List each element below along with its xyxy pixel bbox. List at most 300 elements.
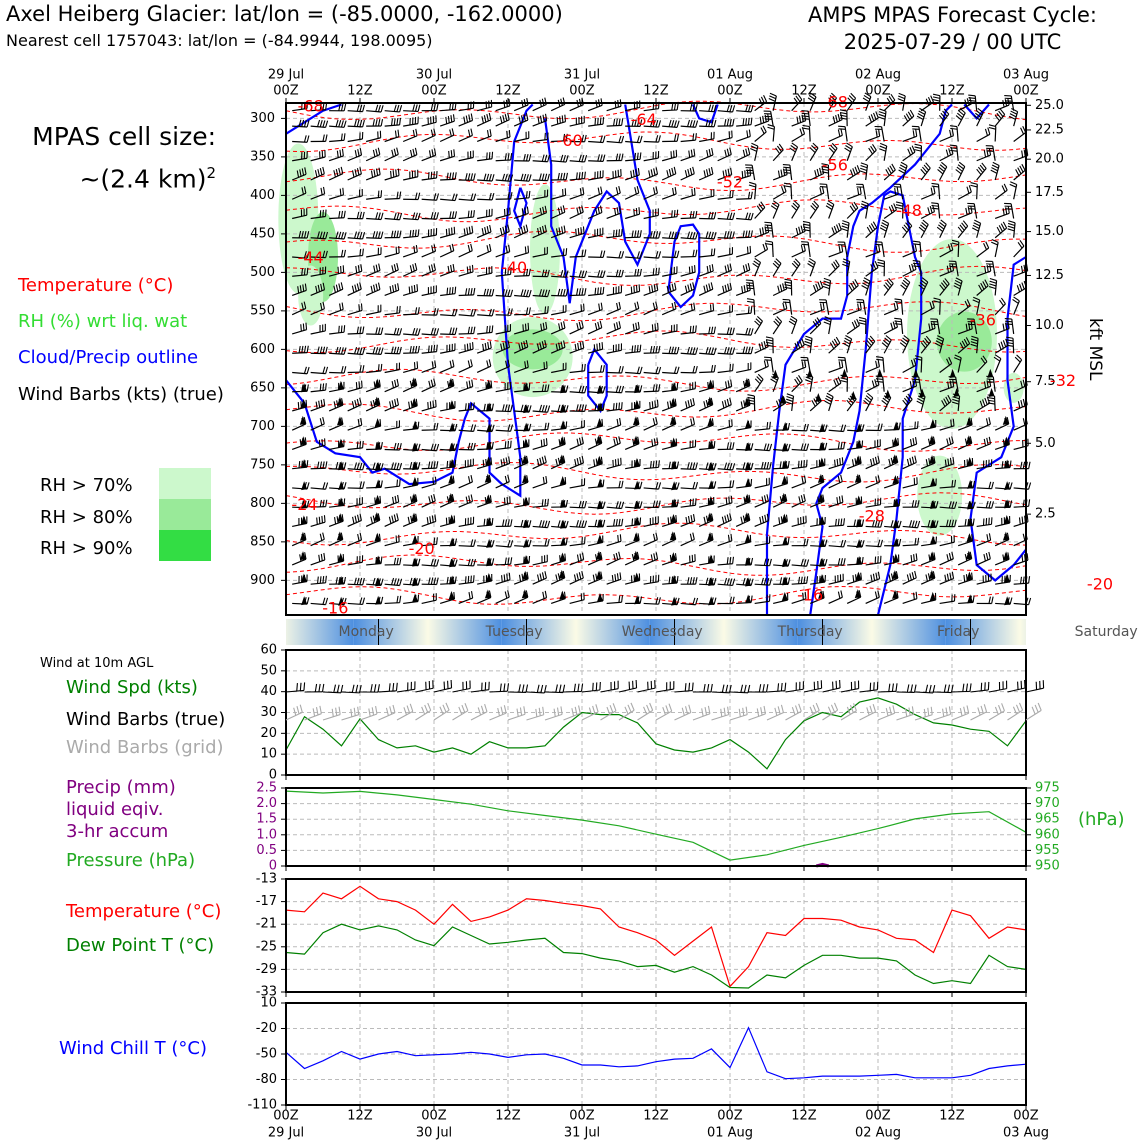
wind-barb-feather — [899, 423, 900, 430]
wind-barb — [403, 170, 418, 180]
wind-barb-feather — [743, 347, 745, 354]
wind-barb-feather — [786, 399, 793, 401]
wind-barb-feather — [511, 540, 513, 547]
wind-barb-feather — [638, 168, 639, 175]
wind-barb-feather — [674, 210, 675, 217]
wind-barb-feather — [400, 118, 401, 125]
wind-barb-feather — [820, 187, 822, 194]
wind-barb-feather — [521, 227, 523, 234]
wind-barb-feather — [540, 520, 542, 527]
wind-barb-feather — [603, 520, 605, 527]
wind-barb-feather — [672, 120, 674, 127]
wind-barb — [903, 129, 917, 141]
wind-barb-feather — [999, 225, 1002, 231]
wind-barb — [588, 519, 605, 528]
wind-barb-feather — [451, 115, 452, 122]
wind-barb-feather — [594, 459, 595, 466]
wind-barb — [718, 283, 732, 296]
wind-barb — [570, 364, 586, 373]
wind-barb-feather — [304, 268, 305, 275]
wind-barb-feather — [931, 96, 934, 102]
wind-barb-feather — [418, 346, 419, 353]
wind-barb-feather — [576, 229, 577, 236]
wind-barb — [931, 203, 939, 219]
wind-barb — [570, 520, 587, 527]
wind-barb — [514, 497, 529, 508]
wind-barb-feather — [746, 118, 747, 125]
wind-barb — [841, 221, 849, 238]
wind-barb-feather — [746, 347, 748, 354]
wind-barb-feather — [747, 285, 754, 286]
wind-barb — [921, 163, 930, 180]
wind-barb — [847, 455, 861, 468]
wind-barb-feather — [326, 121, 328, 128]
wind-barb — [699, 365, 715, 372]
wind-barb — [514, 174, 531, 181]
wind-barb — [477, 341, 491, 353]
wind-barb-feather — [323, 135, 324, 142]
wind-barb-feather — [862, 286, 868, 289]
wind-barb — [736, 420, 751, 431]
wind-barb-feather — [558, 173, 559, 180]
wind-barb-feather — [733, 119, 734, 126]
wind-barb — [459, 517, 474, 527]
wind-barb-feather — [326, 483, 328, 490]
wind-barb — [773, 144, 783, 161]
wind-barb-feather — [487, 152, 488, 159]
wind-barb-feather — [879, 112, 886, 114]
wind-barb — [958, 435, 972, 449]
wind-barb — [681, 265, 695, 276]
wind-barb — [385, 347, 402, 354]
wind-barb — [718, 463, 735, 470]
wind-barb — [662, 347, 679, 354]
rh-legend-70: RH > 70% — [40, 475, 133, 496]
wind-barb — [866, 424, 883, 431]
wind-barb-feather — [801, 443, 803, 450]
wind-barb-feather — [487, 174, 489, 181]
wind-barb-feather — [410, 150, 411, 157]
wind-barb — [570, 98, 584, 111]
wind-barb-feather — [749, 130, 750, 137]
wind-barb-feather — [989, 501, 991, 508]
wind-barb-feather — [464, 117, 465, 124]
wind-barb — [995, 515, 1010, 526]
wind-barb — [866, 378, 879, 392]
wind-barb-feather — [770, 93, 776, 96]
wind-barb-feather — [639, 207, 640, 214]
wind-barb — [366, 397, 380, 411]
wind-barb-feather — [466, 288, 467, 295]
wind-barb-feather — [389, 517, 391, 524]
wind-barb-feather — [360, 167, 361, 174]
wind-barb — [385, 379, 399, 392]
wind-barb-feather — [1005, 324, 1012, 325]
wind-barb — [681, 440, 696, 450]
wind-barb — [385, 328, 402, 335]
wind-barb-feather — [824, 322, 831, 325]
wind-barb — [994, 355, 1001, 373]
wind-barb-feather — [654, 187, 655, 194]
wind-barb-feather — [988, 398, 995, 399]
wind-barb — [937, 220, 946, 238]
wind-barb — [329, 497, 344, 507]
wind-barb-feather — [733, 463, 735, 470]
wind-barb — [366, 131, 381, 142]
wind-barb-feather — [392, 231, 393, 238]
wind-barb — [681, 188, 695, 199]
wind-barb — [681, 232, 698, 239]
wind-barb-feather — [835, 460, 836, 467]
wind-barb — [625, 516, 640, 526]
wind-barb-feather — [765, 515, 766, 522]
wind-barb-feather — [429, 266, 430, 273]
wind-barb-feather — [378, 283, 379, 290]
wind-barb-feather — [306, 323, 307, 330]
wind-barb-feather — [850, 170, 853, 177]
wind-barb-feather — [839, 246, 840, 253]
wind-barb-feather — [915, 244, 916, 251]
wind-barb — [551, 98, 565, 111]
wind-barb — [459, 244, 473, 257]
wind-barb-feather — [427, 517, 428, 524]
wind-barb — [792, 259, 800, 276]
wind-barb — [991, 162, 999, 180]
wind-barb-feather — [371, 401, 373, 408]
wind-barb-feather — [786, 168, 787, 175]
wind-barb-feather — [619, 386, 621, 393]
wind-barb — [551, 420, 566, 430]
wind-barb-feather — [778, 286, 780, 293]
wind-barb-feather — [323, 533, 325, 540]
wind-barb — [644, 302, 658, 315]
wind-barb-feather — [482, 116, 484, 123]
wind-barb — [551, 476, 565, 488]
wind-barb-feather — [336, 120, 338, 127]
wind-barb-feather — [360, 365, 361, 372]
wind-barb — [403, 104, 420, 111]
wind-barb-feather — [672, 284, 673, 291]
wind-barb-feather — [693, 133, 694, 140]
wind-barb-feather — [637, 302, 639, 309]
wind-barb-feather — [580, 457, 581, 464]
wind-barb-feather — [490, 225, 491, 232]
wind-barb-feather — [434, 345, 435, 352]
wind-barb-feather — [788, 461, 789, 468]
wind-barb-feather — [397, 463, 399, 470]
wind-barb — [880, 220, 889, 238]
wind-barb-feather — [727, 463, 729, 470]
wind-barb-feather — [690, 232, 692, 239]
wind-barb-feather — [529, 540, 531, 547]
wind-barb-feather — [807, 424, 809, 431]
wind-barb-feather — [1010, 461, 1011, 468]
wind-barb-feather — [603, 136, 605, 143]
wind-barb-feather — [946, 150, 948, 157]
wind-barb-feather — [727, 347, 729, 354]
wind-barb — [570, 155, 587, 162]
wind-barb — [773, 460, 789, 469]
wind-barb-feather — [677, 121, 679, 128]
wind-barb — [607, 99, 621, 110]
wind-barb-feather — [907, 459, 909, 466]
wind-barb-feather — [637, 136, 639, 143]
wind-barb-feather — [335, 517, 336, 524]
wind-barb-feather — [434, 263, 435, 270]
wind-barb-feather — [910, 520, 912, 527]
wind-barb — [755, 443, 772, 450]
wind-barb-feather — [748, 118, 749, 125]
wind-barb — [877, 260, 884, 277]
wind-barb-feather — [357, 327, 358, 334]
wind-barb-feather — [398, 130, 399, 137]
wind-barb — [699, 462, 716, 471]
wind-barb-feather — [788, 423, 789, 430]
wind-barb-feather — [727, 212, 729, 219]
wind-barb-feather — [733, 364, 734, 371]
wind-barb-feather — [580, 188, 581, 195]
wind-barb-feather — [953, 419, 954, 426]
wind-barb-feather — [622, 136, 624, 143]
wind-barb-feather — [674, 251, 676, 258]
wind-barb — [810, 442, 827, 451]
wind-barb-feather — [326, 383, 327, 390]
wind-barb-feather — [968, 207, 969, 214]
wind-barb-feather — [303, 323, 304, 330]
wind-barb — [329, 211, 345, 219]
wind-barb-feather — [301, 324, 302, 331]
wind-barb-pennant — [597, 479, 603, 488]
wind-barb-feather — [779, 517, 780, 524]
wind-barb-feather — [450, 211, 451, 218]
wind-barb — [533, 155, 550, 162]
wind-barb-feather — [558, 520, 560, 527]
wind-barb-feather — [844, 518, 845, 525]
wind-barb-feather — [334, 170, 336, 177]
wind-barb-feather — [674, 367, 676, 374]
wind-barb-feather — [622, 251, 624, 258]
wind-barb-feather — [320, 168, 322, 175]
wind-barb — [882, 336, 891, 354]
wind-barb-feather — [334, 286, 336, 293]
wind-barb-feather — [584, 304, 585, 311]
wind-barb-feather — [548, 306, 549, 313]
wind-barb — [440, 114, 454, 126]
wind-barb-feather — [862, 283, 868, 286]
wind-barb-feather — [711, 282, 713, 289]
wind-barb-feather — [505, 174, 507, 181]
wind-barb-feather — [912, 146, 915, 152]
wind-barb-feather — [342, 149, 343, 156]
wind-barb-feather — [326, 367, 328, 374]
wind-barb-feather — [1008, 206, 1009, 213]
wind-barb-feather — [764, 495, 765, 502]
wind-barb-feather — [649, 170, 650, 177]
wind-barb-feather — [653, 268, 654, 275]
wind-barb-feather — [344, 366, 346, 373]
wind-barb — [847, 279, 858, 295]
wind-barb-feather — [804, 460, 805, 467]
wind-barb-feather — [397, 398, 398, 405]
wind-barb-feather — [505, 405, 507, 412]
wind-barb-feather — [725, 231, 727, 238]
wind-barb — [792, 494, 806, 507]
wind-barb-feather — [540, 174, 542, 181]
wind-barb — [329, 481, 346, 490]
wind-barb-feather — [558, 289, 560, 296]
wind-barb-feather — [688, 120, 690, 127]
wind-barb-feather — [560, 116, 561, 123]
wind-barb-feather — [845, 336, 851, 339]
wind-barb-feather — [434, 171, 435, 178]
wind-barb — [311, 120, 328, 127]
wind-barb-feather — [542, 457, 544, 464]
wind-barb-feather — [580, 438, 581, 445]
legend-rh: RH (%) wrt liq. wat — [18, 311, 188, 332]
wind-barb-feather — [747, 288, 754, 289]
wind-barb-feather — [566, 248, 567, 255]
wind-barb-feather — [511, 441, 512, 448]
wind-barb-feather — [725, 463, 727, 470]
wind-barb-feather — [1023, 462, 1024, 469]
wind-barb-feather — [506, 457, 507, 464]
wind-barb-feather — [659, 268, 660, 275]
wind-barb — [662, 167, 676, 180]
wind-barb-pennant — [560, 420, 566, 429]
wind-barb — [329, 381, 344, 392]
wind-barb-feather — [826, 396, 832, 399]
wind-barb-feather — [727, 442, 728, 449]
wind-barb — [366, 119, 382, 126]
wind-barb-feather — [820, 281, 823, 288]
wind-barb — [292, 481, 309, 490]
wind-barb-pennant — [412, 477, 418, 486]
wind-barb-feather — [969, 100, 976, 101]
wind-barb-feather — [414, 362, 415, 369]
wind-barb-feather — [437, 423, 438, 430]
wind-barb-feather — [1020, 166, 1023, 172]
wind-barb — [884, 520, 901, 529]
wind-barb — [699, 379, 713, 391]
wind-barb-feather — [840, 118, 847, 119]
wind-barb-feather — [767, 127, 774, 129]
wind-barb-feather — [1011, 111, 1017, 114]
cloud-outline — [588, 349, 607, 411]
wind-barb — [921, 435, 935, 449]
wind-barb-feather — [693, 120, 695, 127]
wind-barb-feather — [1023, 399, 1025, 406]
wind-barb-feather — [842, 226, 849, 228]
wind-barb-feather — [706, 347, 708, 354]
wind-barb-feather — [769, 96, 775, 99]
wind-barb — [847, 165, 860, 180]
wind-barb-feather — [860, 187, 861, 194]
wind-barb-feather — [813, 285, 816, 292]
wind-barb — [366, 327, 383, 334]
wind-barb-feather — [784, 173, 791, 174]
wind-barb — [829, 442, 845, 450]
wind-barb-feather — [326, 461, 327, 468]
wind-barb-feather — [745, 170, 746, 177]
wind-barb — [847, 187, 861, 199]
wind-barb-feather — [400, 231, 401, 238]
wind-barb — [588, 270, 605, 277]
wind-barb — [477, 209, 492, 219]
wind-barb-feather — [913, 438, 914, 445]
wind-barb-feather — [802, 113, 809, 114]
wind-barb-feather — [876, 381, 883, 382]
wind-barb-feather — [603, 271, 605, 278]
wind-barb-feather — [728, 380, 729, 387]
windchill-title: Wind Chill T (°C) — [59, 1038, 207, 1059]
wind-barb-feather — [452, 128, 454, 135]
wind-barb-feather — [582, 321, 584, 328]
wind-barb-feather — [640, 482, 642, 489]
wind-barb — [588, 98, 602, 110]
wind-barb — [422, 328, 439, 335]
wind-barb-feather — [304, 346, 305, 353]
wind-barb — [995, 222, 1006, 238]
wind-barb-feather — [585, 135, 587, 142]
wind-barb-feather — [743, 462, 745, 469]
wind-barb-feather — [714, 481, 716, 488]
wind-barb-feather — [622, 366, 624, 373]
wind-barb-feather — [802, 361, 803, 368]
wind-barb — [773, 302, 787, 315]
wind-barb — [995, 416, 1009, 430]
wind-barb — [991, 240, 998, 257]
wind-barb-feather — [394, 213, 396, 220]
wind-barb-feather — [653, 231, 655, 238]
wind-barb-feather — [696, 348, 698, 355]
wind-barb-feather — [839, 223, 842, 230]
wind-barb-feather — [341, 232, 343, 239]
wind-barb-feather — [966, 208, 967, 215]
wind-barb — [773, 259, 781, 277]
wind-barb-feather — [997, 227, 1000, 233]
wind-barb-feather — [429, 346, 430, 353]
wind-barb-feather — [453, 114, 454, 121]
wind-barb — [477, 152, 492, 161]
wind-barb-feather — [658, 323, 659, 330]
wind-barb-feather — [1002, 461, 1003, 468]
wind-barb-feather — [751, 213, 753, 220]
wind-barb-feather — [474, 210, 475, 217]
wind-barb — [884, 164, 895, 180]
wind-barb-feather — [640, 345, 641, 352]
wind-barb — [755, 316, 763, 334]
wind-barb-feather — [394, 328, 396, 335]
wind-barb-feather — [1005, 321, 1012, 322]
wind-barb — [477, 100, 492, 111]
wind-barb — [625, 302, 639, 315]
wind-barb-feather — [540, 116, 541, 123]
wind-barb — [699, 347, 716, 354]
wind-barb-feather — [841, 229, 848, 231]
wind-barb-feather — [357, 399, 359, 406]
wind-barb-feather — [986, 418, 987, 425]
wind-barb-feather — [1011, 108, 1017, 111]
wind-barb-feather — [471, 309, 473, 316]
wind-barb-feather — [693, 398, 694, 405]
wind-barb — [792, 127, 805, 141]
wind-barb-feather — [492, 442, 493, 449]
wind-barb-feather — [390, 286, 391, 293]
wind-barb-feather — [431, 345, 432, 352]
wind-barb-feather — [804, 494, 806, 501]
wind-barb-feather — [619, 366, 621, 373]
wind-barb-feather — [729, 497, 730, 504]
